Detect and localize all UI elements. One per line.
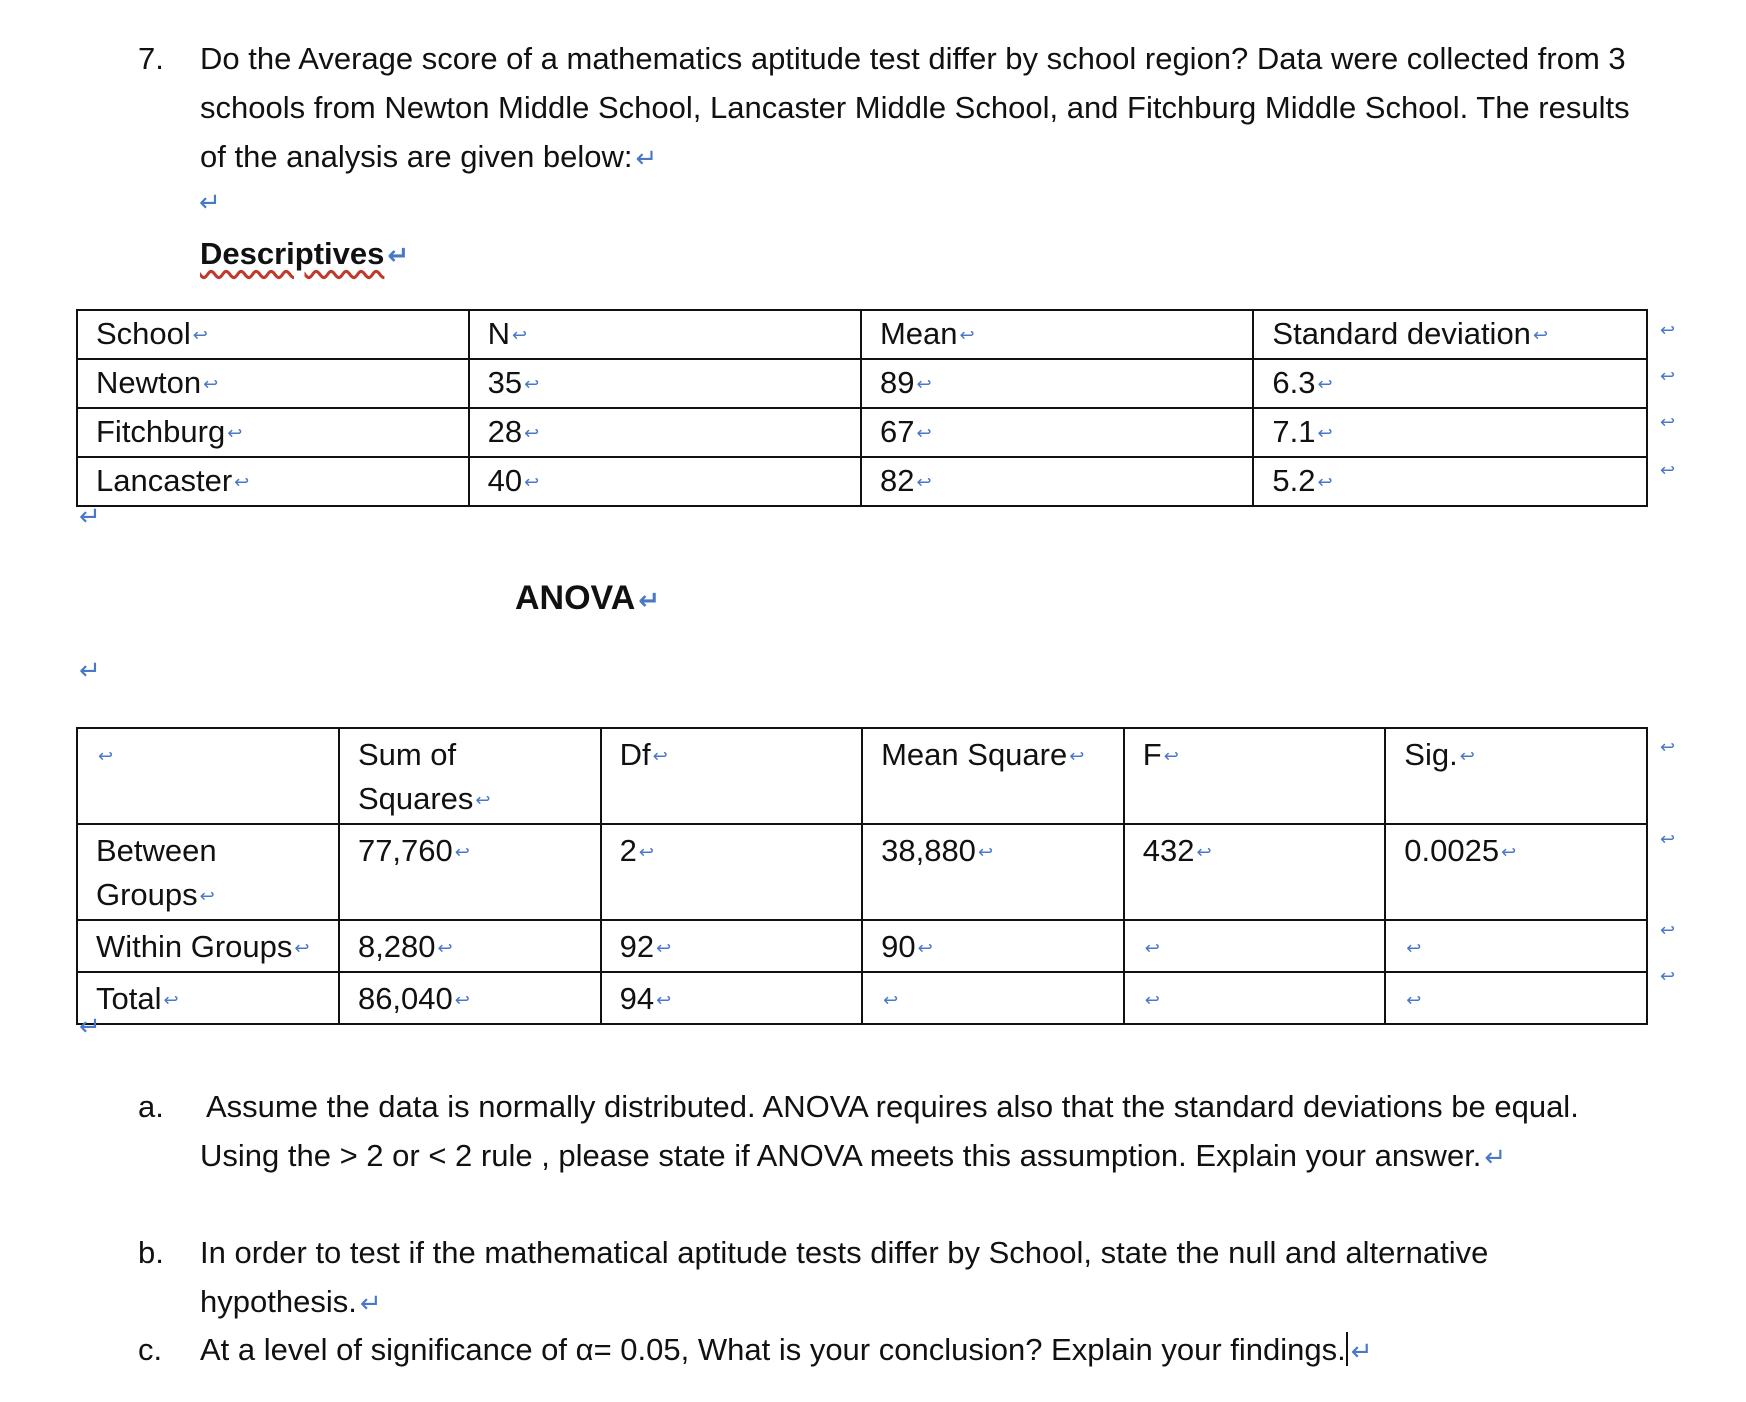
sub-question-label-a: a. xyxy=(138,1089,164,1124)
table-cell: 86,040 ↩ xyxy=(339,972,601,1024)
sub-question-a: Assume the data is normally distributed. ANOVA requires also that the standard deviations be equal. Using the > 2 or < 2 rule , please state if ANOVA meets this assumption. Explain your answer. ↵ xyxy=(200,1089,1579,1173)
header-cell: Sig. ↩ xyxy=(1385,728,1647,824)
table-cell: ↩ xyxy=(1124,920,1386,972)
row-end-mark: ↩ xyxy=(1660,320,1676,341)
table-cell: 94 ↩ xyxy=(601,972,862,1024)
row-end-mark: ↩ xyxy=(1660,412,1676,433)
table-cell: ↩ xyxy=(1385,920,1647,972)
paragraph-mark: ↵ xyxy=(79,502,101,532)
table-header-row xyxy=(77,728,1647,824)
table-cell: Lancaster ↩ xyxy=(77,457,469,506)
anova-table xyxy=(76,727,1648,1025)
question-text xyxy=(200,34,1640,184)
question-number: 7. xyxy=(138,41,164,76)
table-cell: 38,880 ↩ xyxy=(862,824,1124,920)
table-cell: 0.0025 ↩ xyxy=(1385,824,1647,920)
header-cell: Mean Square ↩ xyxy=(862,728,1124,824)
table-cell: Fitchburg ↩ xyxy=(77,408,469,457)
table-cell: 90 ↩ xyxy=(862,920,1124,972)
table-cell: 82 ↩ xyxy=(861,457,1253,506)
table-cell: ↩ xyxy=(862,972,1124,1024)
row-end-mark: ↩ xyxy=(1660,737,1676,758)
table-row xyxy=(77,824,1647,920)
table-cell: 2 ↩ xyxy=(601,824,862,920)
table-cell: ↩ xyxy=(1124,972,1386,1024)
sub-question-b: In order to test if the mathematical aptitude tests differ by School, state the null and alternative hypothesis. ↵ xyxy=(200,1235,1489,1319)
paragraph-mark: ↵ xyxy=(638,586,661,616)
table-cell: Total ↩ xyxy=(77,972,339,1024)
sub-question-c[interactable]: At a level of significance of α= 0.05, What is your conclusion? Explain your findings. ↵ xyxy=(200,1332,1373,1367)
table-row xyxy=(77,972,1647,1024)
paragraph-mark: ↵ xyxy=(79,1012,101,1042)
table-cell: 92 ↩ xyxy=(601,920,862,972)
descriptives-heading-text: Descriptives xyxy=(200,236,385,271)
row-end-mark: ↩ xyxy=(1660,920,1676,941)
row-end-mark: ↩ xyxy=(1660,966,1676,987)
header-cell: Df ↩ xyxy=(601,728,862,824)
header-cell: N ↩ xyxy=(469,310,861,359)
table-cell: 40 ↩ xyxy=(469,457,861,506)
question-text-body: Do the Average score of a mathematics aptitude test differ by school region? Data were collected from 3 schools from Newton Middle School, Lancaster Middle School, and Fitchburg Middle School. The results of the analysis are given below: xyxy=(200,41,1630,174)
table-row xyxy=(77,359,1647,408)
anova-heading xyxy=(515,576,660,623)
paragraph-mark: ↵ xyxy=(199,188,221,218)
sub-question-label-b: b. xyxy=(138,1235,164,1270)
header-cell: ↩ xyxy=(77,728,339,824)
sub-question-label-c: c. xyxy=(138,1332,163,1367)
text-cursor xyxy=(1346,1332,1348,1366)
anova-heading-text: ANOVA xyxy=(515,579,636,617)
row-end-mark: ↩ xyxy=(1660,366,1676,387)
table-row xyxy=(77,457,1647,506)
table-cell: 5.2 ↩ xyxy=(1253,457,1647,506)
descriptives-heading xyxy=(200,232,409,278)
table-cell: ↩ xyxy=(1385,972,1647,1024)
header-cell: Mean ↩ xyxy=(861,310,1253,359)
table-cell: Within Groups ↩ xyxy=(77,920,339,972)
table-row xyxy=(77,408,1647,457)
row-end-mark: ↩ xyxy=(1660,829,1676,850)
table-cell: 28 ↩ xyxy=(469,408,861,457)
header-cell: F ↩ xyxy=(1124,728,1386,824)
table-header-row xyxy=(77,310,1647,359)
row-end-mark: ↩ xyxy=(1660,460,1676,481)
table-cell: Newton ↩ xyxy=(77,359,469,408)
descriptives-table xyxy=(76,309,1648,507)
table-cell: 8,280 ↩ xyxy=(339,920,601,972)
table-cell: 77,760 ↩ xyxy=(339,824,601,920)
table-cell: Between Groups ↩ xyxy=(77,824,339,920)
header-cell: Standard deviation ↩ xyxy=(1253,310,1647,359)
paragraph-mark: ↵ xyxy=(387,241,410,271)
table-cell: 432 ↩ xyxy=(1124,824,1386,920)
header-cell: School ↩ xyxy=(77,310,469,359)
table-cell: 7.1 ↩ xyxy=(1253,408,1647,457)
table-cell: 67 ↩ xyxy=(861,408,1253,457)
table-cell: 6.3 ↩ xyxy=(1253,359,1647,408)
paragraph-mark: ↵ xyxy=(79,656,101,686)
table-cell: 35 ↩ xyxy=(469,359,861,408)
header-cell: Sum of Squares ↩ xyxy=(339,728,601,824)
table-row xyxy=(77,920,1647,972)
paragraph-mark: ↵ xyxy=(635,144,658,174)
table-cell: 89 ↩ xyxy=(861,359,1253,408)
